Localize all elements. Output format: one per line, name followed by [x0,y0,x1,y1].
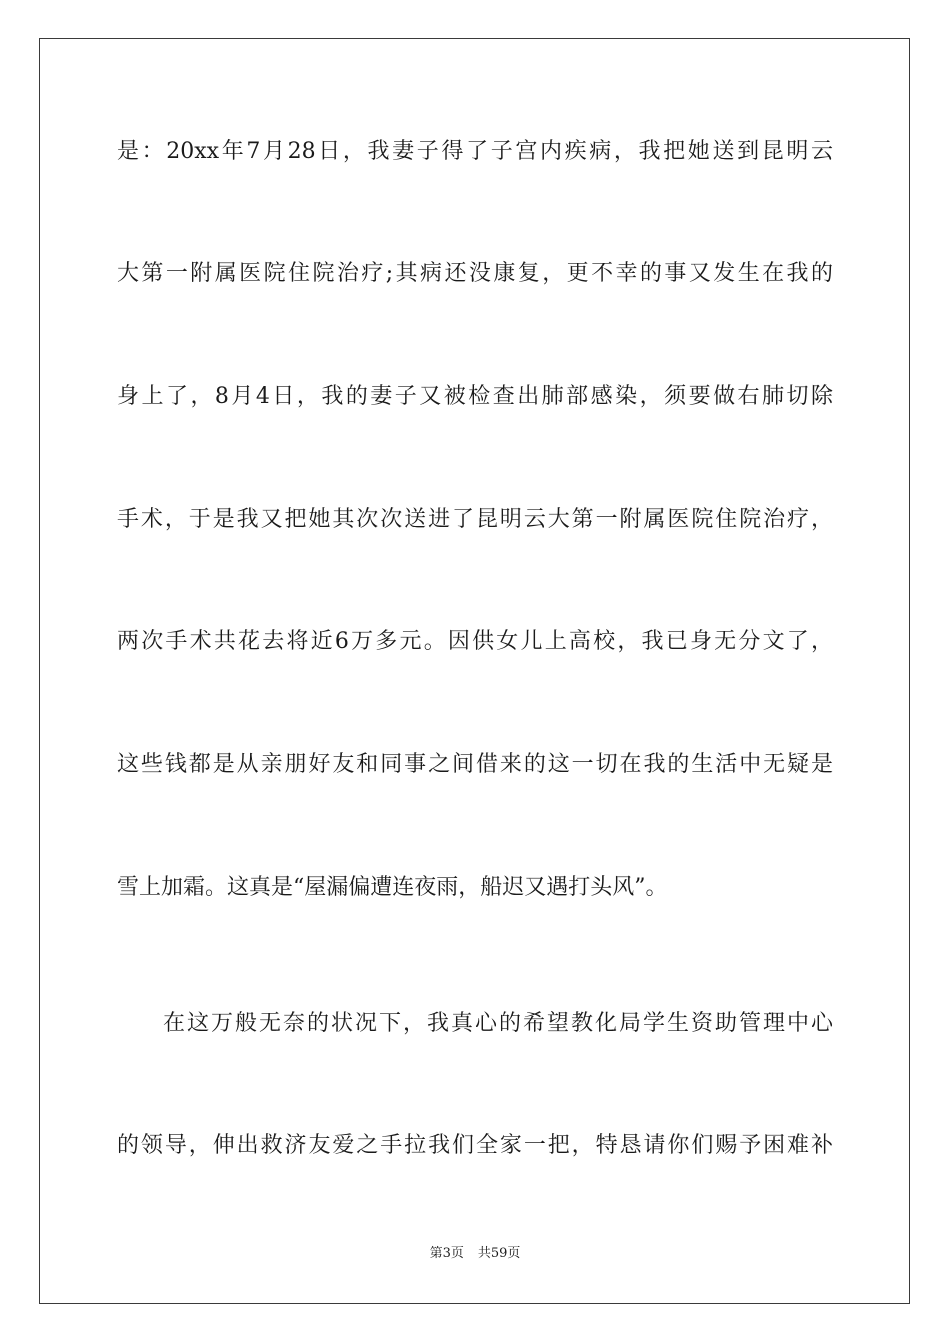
page-total: 共59页 [477,1246,521,1261]
page-footer [0,1245,950,1263]
page-number: 第3页 [429,1246,464,1261]
body-line-3: 身上了，8月4日，我的妻子又被检查出肺部感染，须要做右肺切除 [117,384,833,409]
body-line-1: 是：20xx年7月28日，我妻子得了子宫内疾病，我把她送到昆明云 [117,139,833,164]
body-line-9: 的领导，伸出救济友爱之手拉我们全家一把，特恳请你们赐予困难补 [117,1133,833,1158]
body-line-7: 雪上加霜。这真是“屋漏偏遭连夜雨，船迟又遇打头风”。 [117,875,668,900]
body-line-5: 两次手术共花去将近6万多元。因供女儿上高校，我已身无分文了， [117,629,833,654]
page-border [39,38,910,1304]
body-line-2: 大第一附属医院住院治疗;其病还没康复，更不幸的事又发生在我的 [117,261,833,286]
body-line-8: 在这万般无奈的状况下，我真心的希望教化局学生资助管理中心 [163,1011,833,1036]
body-line-6: 这些钱都是从亲朋好友和同事之间借来的这一切在我的生活中无疑是 [117,752,833,777]
body-line-4: 手术，于是我又把她其次次送进了昆明云大第一附属医院住院治疗， [117,507,833,532]
